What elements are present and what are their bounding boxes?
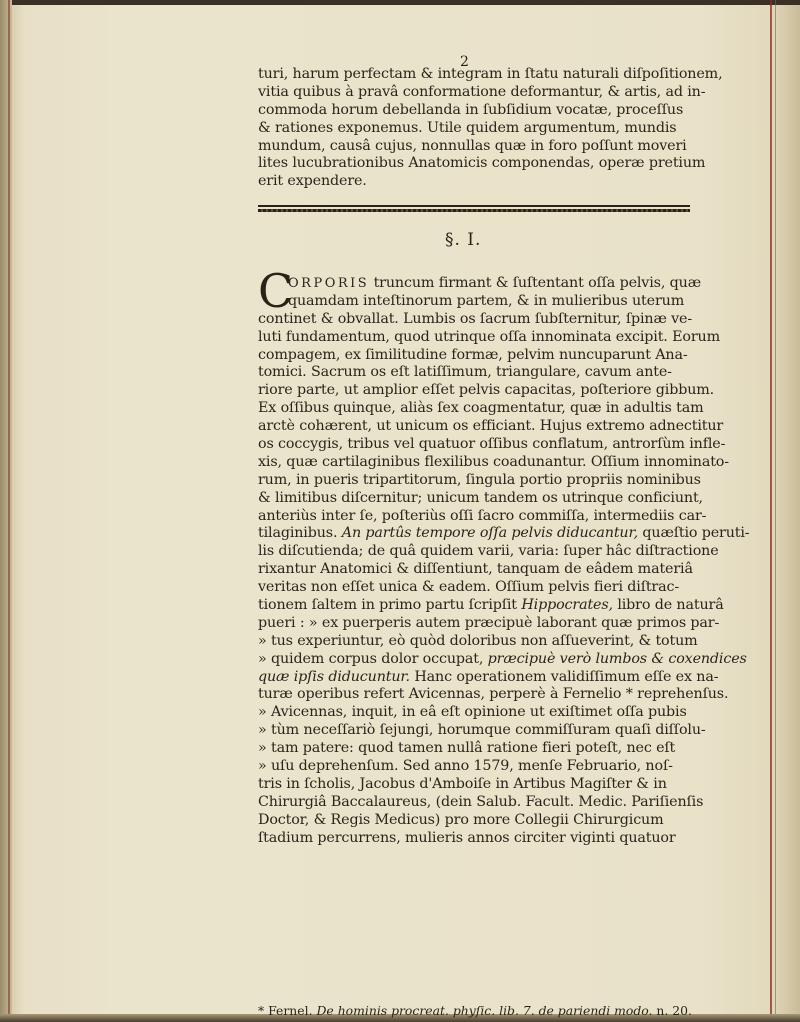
text-line: mundum, causâ cujus, nonnullas quæ in foro poſſunt moveri <box>258 137 687 154</box>
text-line: rum, in pueris tripartitorum, ſingula portio propriis nominibus <box>258 471 701 488</box>
text-line: luti fundamentum, quod utrinque oſſa innominata excipit. Eorum <box>258 328 720 345</box>
text-line: ORPORIS truncum firmant & ſuſtentant oſſa pelvis, quæ <box>288 275 701 291</box>
text-line: & limitibus diſcernitur; unicum tandem os utrinque conficiunt, <box>258 489 703 506</box>
text-line: tomici. Sacrum os eſt latiſſimum, triangulare, cavum ante- <box>258 364 672 381</box>
text-line: vitia quibus à pravâ conformatione deformantur, & artis, ad in- <box>258 83 706 100</box>
first-word: ORPORIS <box>288 276 370 291</box>
text-line: ſtadium percurrens, mulieris annos circiter viginti quatuor <box>258 829 676 846</box>
text-line: rixantur Anatomici & diſſentiunt, tanquam de eâdem materiâ <box>258 561 693 578</box>
italic-question: An partûs tempore oſſa pelvis diducantur, <box>341 525 638 542</box>
text-line: veritas non eſſet unica & eadem. Oſſium pelvis fieri diſtrac- <box>258 579 680 596</box>
text-line: lites lucubrationibus Anatomicis componendas, operæ pretium <box>258 155 706 172</box>
footnote: * Fernel. De hominis procreat. phyſic. lib. 7. de pariendi modo. n. 20. <box>258 1003 692 1018</box>
italic-hippocrates: Hippocrates, <box>521 597 613 614</box>
text-line: riore parte, ut amplior eſſet pelvis capacitas, poſteriore gibbum. <box>258 382 715 399</box>
text-line: » uſu deprehenſum. Sed anno 1579, menſe Februario, noſ- <box>258 758 673 775</box>
section-title: §. I. <box>445 230 482 250</box>
ornamental-rule <box>258 205 690 214</box>
text-line: compagem, ex ſimilitudine formæ, pelvim nuncuparunt Ana- <box>258 346 688 363</box>
text-line: » tùm neceſſariò ſejungi, horumque commiſſuram quaſi diſſolu- <box>258 722 706 739</box>
left-binding-line <box>8 0 10 1022</box>
text-line: » tus experiuntur, eò quòd doloribus non aſſueverint, & totum <box>258 632 698 649</box>
text-line: erit expendere. <box>258 173 367 190</box>
text-line: lis diſcutienda; de quâ quidem varii, varia: ſuper hâc diſtractione <box>258 543 719 560</box>
text-line: » tam patere: quod tamen nullâ ratione fieri poteſt, nec eſt <box>258 740 676 757</box>
text-line: continet & obvallat. Lumbis os ſacrum ſubſternitur, ſpinæ ve- <box>258 310 693 327</box>
text-line: pueri : » ex puerperis autem præcipuè laborant quæ primos par- <box>258 614 720 631</box>
text-line: tionem ſaltem in primo partu ſcripſit Hippocrates, libro de naturâ <box>258 597 724 614</box>
text-line: » Avicennas, inquit, in eâ eſt opinione ut exiſtimet oſſa pubis <box>258 704 687 721</box>
text-line: » quidem corpus dolor occupat, præcipuè verò lumbos & coxendices <box>258 650 747 667</box>
text-line: xis, quæ cartilaginibus flexilibus coadunantur. Oſſium innominato- <box>258 453 729 470</box>
text-line: Chirurgiâ Baccalaureus, (dein Salub. Facult. Medic. Pariſienſis <box>258 793 704 810</box>
text-line: arctè cohærent, ut unicum os efficiant. Hujus extremo adnectitur <box>258 418 724 435</box>
text-line: os coccygis, tribus vel quatuor oſſibus conflatum, antrorſùm infle- <box>258 436 726 453</box>
footnote-citation: De hominis procreat. phyſic. lib. 7. de pariendi modo. <box>316 1003 653 1018</box>
drop-cap: C <box>258 264 294 318</box>
paragraph-1 <box>258 66 723 191</box>
italic-praecipue: præcipuè verò lumbos & coxendices <box>483 650 747 667</box>
right-margin-line <box>770 0 772 1022</box>
text-line: tilaginibus. An partûs tempore oſſa pelvis diducantur, quæſtio peruti- <box>258 525 750 542</box>
footnote-mark: * Fernel. <box>258 1003 313 1018</box>
text-line: commoda horum debellanda in ſubſidium vocatæ, proceſſus <box>258 101 684 118</box>
text-line: anteriùs inter ſe, poſteriùs oſſi ſacro commiſſa, intermediis car- <box>258 507 707 524</box>
text-line: quæ ipſis diducuntur. Hanc operationem validiſſimum eſſe ex na- <box>258 668 719 685</box>
page-left-edge <box>0 0 12 1022</box>
page-top-edge <box>0 0 800 5</box>
paragraph-2 <box>258 275 750 848</box>
text-line: turæ operibus refert Avicennas, perperè à Fernelio * reprehenſus. <box>258 686 729 703</box>
right-margin-line-faint <box>775 0 776 1022</box>
text-line: quamdam inteſtinorum partem, & in mulieribus uterum <box>288 292 685 309</box>
text-line: tris in ſcholis, Jacobus d'Amboiſe in Artibus Magiſter & in <box>258 775 667 792</box>
text-line: Doctor, & Regis Medicus) pro more Collegii Chirurgicum <box>258 811 664 828</box>
text-line: turi, harum perfectam & integram in ſtatu naturali diſpoſitionem, <box>258 66 723 82</box>
page-number: 2 <box>460 54 469 70</box>
text-line: & rationes exponemus. Utile quidem argumentum, mundis <box>258 119 677 136</box>
text-line: Ex oſſibus quinque, aliàs ſex coagmentatur, quæ in adultis tam <box>258 400 704 417</box>
